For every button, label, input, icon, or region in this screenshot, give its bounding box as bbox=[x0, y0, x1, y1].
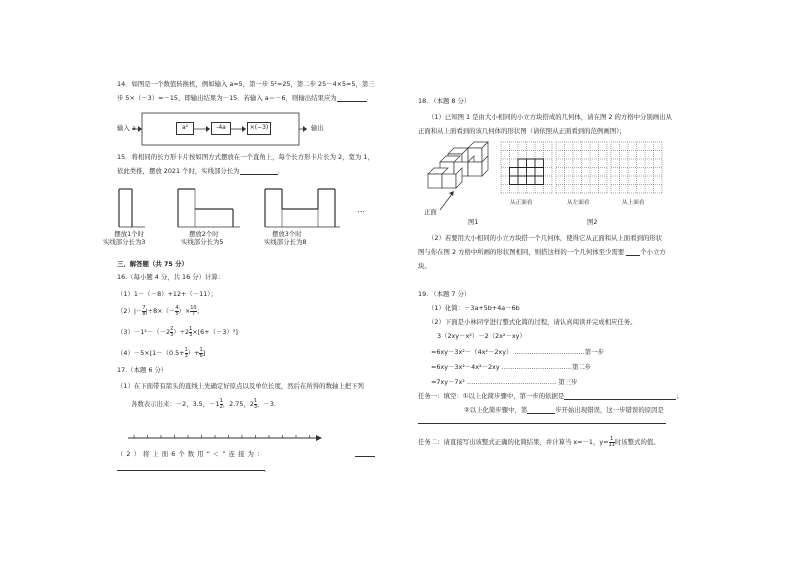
section3-title: 三、解答题（共 75 分） bbox=[117, 260, 188, 268]
q14-output-label: 输出 bbox=[311, 124, 324, 132]
frac-4-5: $\frac{4}{5}$ bbox=[175, 304, 179, 317]
right-column bbox=[397, 0, 794, 561]
frac-1-2: $\frac{1}{2}$ bbox=[219, 397, 223, 410]
q18-grid-label-left: 从左面看 bbox=[567, 200, 590, 206]
q16-expr-3: （3）－1²－（－2 $\frac{2}{3}$ ）÷2 $\frac{1}{3}$ ×[6+（－3）³] bbox=[117, 325, 238, 338]
q18-head: 18. （本题 8 分） bbox=[418, 97, 471, 105]
q14-input-label: 输入 a bbox=[117, 124, 136, 132]
grid-left-view bbox=[556, 142, 607, 193]
q14-square-box: a² bbox=[176, 122, 194, 135]
q17-head: 17.（本题 6 分） bbox=[117, 366, 168, 374]
q19-line2: =6xy－3x²－4x²－2xy ……………………………第二步 bbox=[431, 363, 592, 371]
q18-fig1-label: 图1 bbox=[468, 218, 479, 226]
q17-answer-blank-b[interactable] bbox=[117, 470, 265, 471]
q15-answer-blank[interactable] bbox=[240, 168, 278, 175]
q15-continuation-dots: … bbox=[357, 205, 365, 214]
q17-part2: （ 2 ） 将 上 面 6 个 数 用 “ ＜ ” 连 接 为 ： bbox=[117, 450, 264, 458]
q15-caption-1: 摆放1个时 实线部分长为3 bbox=[103, 230, 146, 246]
frac-10-7: $\frac{10}{7}$ bbox=[190, 304, 197, 317]
q15-line1: 15．将相同的长方形卡片按如图方式摆放在一个直角上，每个长方形卡片长为 2，宽为 1， bbox=[117, 153, 374, 161]
front-view-example-shape bbox=[510, 159, 544, 185]
q14-converter-diagram bbox=[132, 110, 332, 150]
q18-grid-label-front: 从正面看 bbox=[510, 200, 533, 206]
q17-answer-blank-a[interactable] bbox=[355, 456, 375, 457]
q17-part1: （1）在下面带有箭头的直线上先确定好原点以及单位长度，然后在所得的数轴上把下列 bbox=[117, 382, 364, 390]
q19-part1: （1）化简：－3a+5b+4a－6b bbox=[428, 304, 520, 312]
q15-caption-2: 摆放2个时 实线部分长为5 bbox=[181, 230, 224, 246]
frac-1-3: $\frac{1}{3}$ bbox=[189, 325, 193, 338]
q18-grid-label-top: 从上面看 bbox=[622, 200, 645, 206]
q18-part1-b: 正面和从上面看到的该几何体的形状图（请依照从正面看到的范例画图）； bbox=[418, 127, 626, 135]
q14-line2: 步 5×（－3）=－15，即输出结果为－15．若输入 a＝－6，则输出结果应为 ． bbox=[117, 94, 374, 102]
frac-1-3c: $\frac{1}{3}$ bbox=[253, 397, 258, 410]
frac-2-3: $\frac{2}{3}$ bbox=[170, 325, 174, 338]
q18-part2-a: （2）若要用大小相同的小立方块搭一个几何体，使得它从正面和从上面看到的形状 bbox=[428, 234, 663, 242]
q17-number-line[interactable] bbox=[128, 432, 338, 444]
frac-1-6: $\frac{1}{6}$ bbox=[199, 346, 203, 359]
q19-task1: 任务一：填空：①以上化简步骤中，第一步的依据是 ； bbox=[418, 392, 683, 400]
q18-part2-d: 块。 bbox=[418, 262, 431, 270]
q18-part2-b: 图与你在图 2 方格中所画的形状图相同，则搭这样的一个几何体至少需要 个小立方 bbox=[418, 248, 666, 256]
q19-part2: （2）下面是小林同学进行整式化简的过程，请认真阅读并完成相应任务。 bbox=[428, 318, 637, 326]
q19-head: 19. （本题 7 分） bbox=[418, 290, 471, 298]
q14-line1: 14．如图是一个数值转换机，例如输入 a=5，第一步 5²=25，第二步 25－4×5=5，第三 bbox=[117, 80, 375, 88]
q16-expr-2: （2）|－ $\frac{7}{8}$ |÷8×（－ $\frac{4}{5}$ ）× $\frac{10}{7}$ ； bbox=[117, 304, 204, 317]
q18-part1-a: （1）已知图 1 是由大小相同的小立方块搭成的几何体，请在图 2 的方格中分别画出从 bbox=[428, 113, 672, 121]
q15-card-figures bbox=[115, 185, 375, 235]
q15-line2: 依此类推，摆放 2021 个时，实线部分长为 ． bbox=[117, 167, 284, 175]
q14-times-neg3-box: ×(−3) bbox=[247, 122, 271, 135]
frac-7-8: $\frac{7}{8}$ bbox=[142, 304, 146, 317]
q17-end-dot: . bbox=[264, 466, 267, 474]
q19-line1: =6xy－3x²－（4x²－2xy） ……………………………第一步 bbox=[431, 348, 604, 356]
q16-expr-1: （1）1－（－8）+12+（－11）； bbox=[117, 290, 217, 298]
q15-caption-3: 摆放3个时 实线部分长为8 bbox=[264, 230, 307, 246]
q19-line3: =7xy－7x² …………………………………… 第三步 bbox=[431, 378, 578, 386]
q19-task1-2: ②以上化简步骤中，第 步开始出现错误，这一步错误的原因是 bbox=[464, 406, 664, 414]
frac-1-3b: $\frac{1}{3}$ bbox=[184, 346, 188, 359]
grid-top-view bbox=[611, 142, 662, 193]
q17-numbers: 各数表示出来：－2，3.5，－1 $\frac{1}{2}$ ，2.75，2 $\frac{1}{3}$ ，－3． bbox=[131, 397, 281, 410]
q18-answer-blank[interactable] bbox=[626, 249, 640, 256]
frac-1-11: $\frac{1}{11}$ bbox=[608, 435, 615, 448]
q16-head: 16.（每小题 4 分，共 16 分）计算： bbox=[117, 273, 225, 281]
q19-task1-blank-1[interactable] bbox=[564, 393, 676, 400]
q16-expr-4: （4）－5×[1－（0.5+ $\frac{1}{3}$ ）+ $\frac{1}{6}$ ] bbox=[117, 346, 206, 359]
q19-task1-blank-3[interactable] bbox=[418, 423, 666, 424]
q19-line0: 3（2xy－x²）－2（2x²－xy） bbox=[437, 332, 526, 340]
q14-answer-blank[interactable] bbox=[337, 95, 367, 102]
q18-front-label: 正面 bbox=[424, 208, 437, 216]
q18-grids[interactable] bbox=[501, 142, 671, 198]
q18-fig2-label: 图2 bbox=[587, 218, 598, 226]
q14-minus4a-box: -4a bbox=[211, 122, 231, 135]
q19-task1-blank-2[interactable] bbox=[527, 407, 555, 414]
q19-task2: 任务二：请直接写出该整式正确的化简结果，并计算当 x=－1，y= $\frac{1}{11}$ 时该整式的值。 bbox=[418, 435, 660, 448]
